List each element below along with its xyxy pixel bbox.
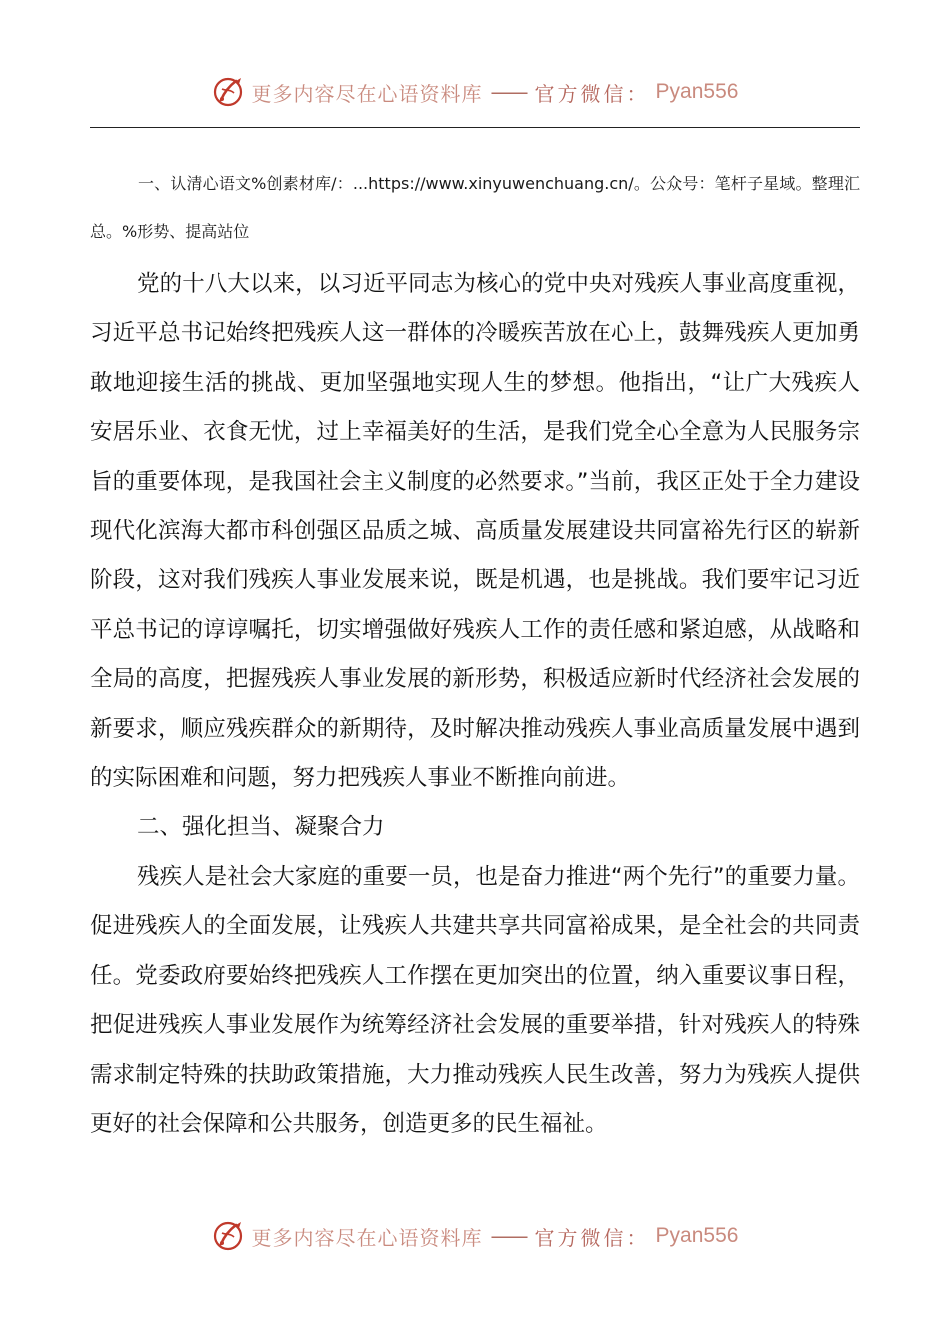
header-dash: —— — [490, 80, 527, 104]
footer-wechat-label: 官方微信： — [534, 1225, 650, 1250]
footer-brand — [212, 1219, 739, 1253]
page-header — [0, 70, 950, 114]
pen-logo-icon — [212, 75, 246, 109]
header-wechat-id: Pyan556 — [655, 80, 739, 103]
page-footer — [0, 1214, 950, 1258]
header-wechat-label: 官方微信： — [534, 81, 650, 106]
paragraph-1: 党的十八大以来，以习近平同志为核心的党中央对残疾人事业高度重视，习近平总书记始终把残疾人这一群体的冷暖疾苦放在心上，鼓舞残疾人更加勇敢地迎接生活的挑战、更加坚强地实现人生的梦想。他指出，“让广大残疾人安居乐业、衣食无忧，过上幸福美好的生活，是我们党全心全意为人民服务宗旨的重要体现，是我国社会主义制度的必然要求。”当前，我区正处于全力建设现代化滨海大都市科创强区品质之城、高质量发展建设共同富裕先行区的崭新阶段，这对我们残疾人事业发展来说，既是机遇，也是挑战。我们要牢记习近平总书记的谆谆嘱托，切实增强做好残疾人工作的责任感和紧迫感，从战略和全局的高度，把握残疾人事业发展的新形势，积极适应新时代经济社会发展的新要求，顺应残疾群众的新期待，及时解决推动残疾人事业高质量发展中遇到的实际困难和问题，努力把残疾人事业不断推向前进。 — [90, 271, 860, 792]
footer-wechat-id: Pyan556 — [655, 1224, 739, 1247]
footer-dash: —— — [490, 1224, 527, 1248]
paragraph-2: 残疾人是社会大家庭的重要一员，也是奋力推进“两个先行”的重要力量。促进残疾人的全面发展，让残疾人共建共享共同富裕成果，是全社会的共同责任。党委政府要始终把残疾人工作摆在更加突出的位置，纳入重要议事日程，把促进残疾人事业发展作为统筹经济社会发展的重要举措，针对残疾人的特殊需求制定特殊的扶助政策措施，大力推动残疾人民生改善，努力为残疾人提供更好的社会保障和公共服务，创造更多的民生福祉。 — [90, 863, 860, 1137]
pen-logo-icon — [212, 1219, 246, 1253]
header-brand-text: 更多内容尽在心语资料库 — [251, 81, 483, 106]
footer-brand-text: 更多内容尽在心语资料库 — [251, 1225, 483, 1250]
document-body — [90, 160, 860, 1149]
header-divider — [90, 127, 860, 128]
section-heading-2: 二、强化担当、凝聚合力 — [137, 814, 385, 841]
intro-paragraph: 一、认清心语文%创素材库/：...https://www.xinyuwenchuang.cn/。公众号：笔杆子星域。整理汇总。%形势、提高站位 — [90, 174, 860, 241]
header-brand — [212, 75, 739, 109]
